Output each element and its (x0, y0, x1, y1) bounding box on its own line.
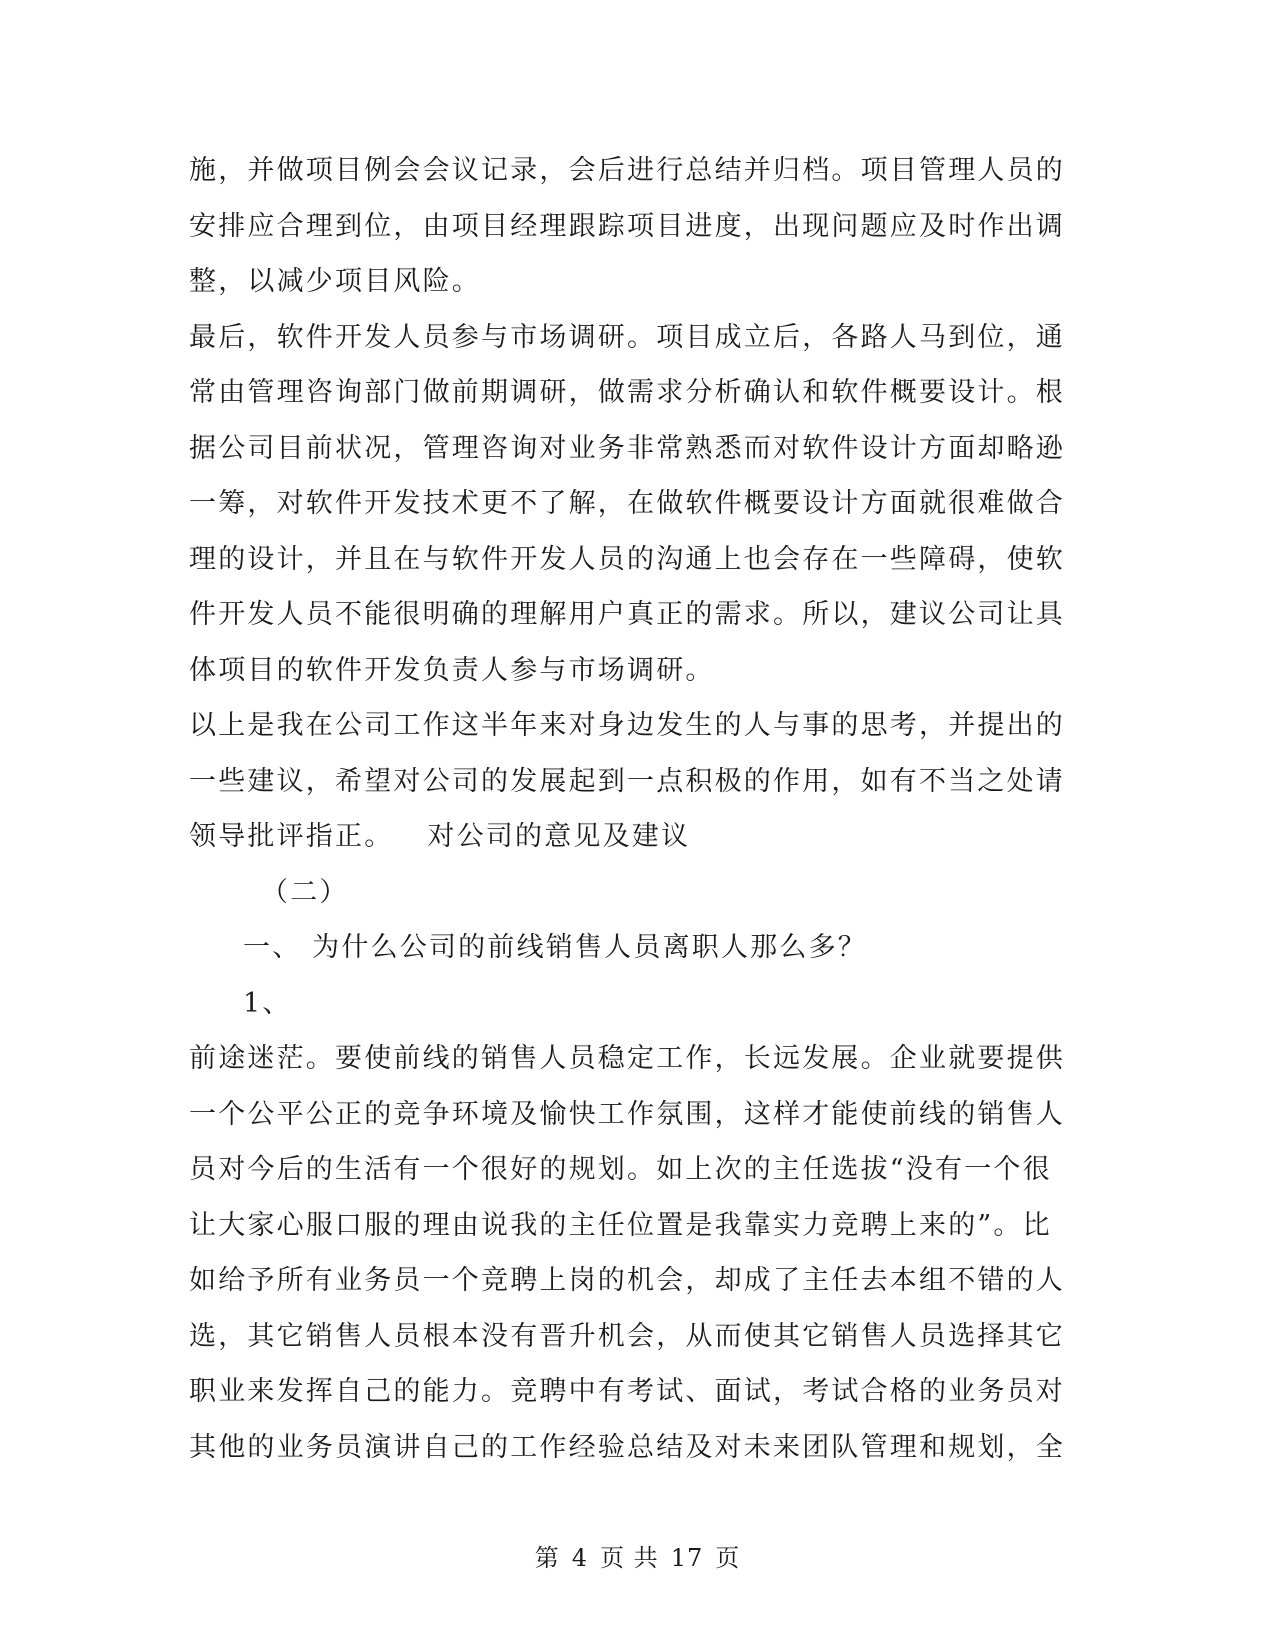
paragraph-line: 一筹，对软件开发技术更不了解，在做软件概要设计方面就很难做合 (189, 488, 1065, 519)
part-label: （二） (261, 876, 349, 908)
paragraph-line: 如给予所有业务员一个竞聘上岗的机会，却成了主任去本组不错的人 (189, 1265, 1065, 1296)
page-label-suffix: 页 (715, 1544, 741, 1572)
paragraph-line: 其他的业务员演讲自己的工作经验总结及对未来团队管理和规划，全 (189, 1431, 1065, 1463)
paragraph-line: 员对今后的生活有一个很好的规划。如上次的主任选拔“没有一个很 (189, 1154, 1052, 1185)
section-heading: 一、 为什么公司的前线销售人员离职人那么多？ (243, 932, 867, 963)
paragraph-line: 最后，软件开发人员参与市场调研。项目成立后，各路人马到位，通 (189, 321, 1065, 353)
paragraph-line: 整，以减少项目风险。 (189, 266, 481, 297)
total-pages-number: 17 (670, 1544, 704, 1572)
page-label-mid: 页 共 (600, 1544, 659, 1572)
paragraph-line: 一些建议，希望对公司的发展起到一点积极的作用，如有不当之处请 (189, 765, 1065, 797)
paragraph-line: 理的设计，并且在与软件开发人员的沟通上也会存在一些障碍，使软 (189, 543, 1065, 575)
paragraph-line: 施，并做项目例会会议记录，会后进行总结并归档。项目管理人员的 (189, 155, 1065, 186)
closing-text: 领导批评指正。 (189, 821, 394, 852)
item-number: 1、 (243, 987, 292, 1019)
paragraph-line: 件开发人员不能很明确的理解用户真正的需求。所以，建议公司让具 (189, 599, 1065, 630)
page-label-prefix: 第 (534, 1544, 560, 1572)
paragraph-line: 前途迷茫。要使前线的销售人员稳定工作，长远发展。企业就要提供 (189, 1043, 1065, 1074)
paragraph-line: 体项目的软件开发负责人参与市场调研。 (189, 654, 715, 686)
paragraph-line: 选，其它销售人员根本没有晋升机会，从而使其它销售人员选择其它 (189, 1320, 1065, 1352)
paragraph-line: 职业来发挥自己的能力。竞聘中有考试、面试，考试合格的业务员对 (189, 1376, 1065, 1407)
paragraph-line: 让大家心服口服的理由说我的主任位置是我靠实力竞聘上来的”。比 (189, 1209, 1052, 1241)
current-page-number: 4 (571, 1544, 589, 1572)
document-body (189, 143, 1065, 1475)
page-footer (0, 1538, 1275, 1573)
document-title: 对公司的意见及建议 (427, 821, 691, 852)
paragraph-line: 以上是我在公司工作这半年来对身边发生的人与事的思考，并提出的 (189, 710, 1065, 741)
paragraph-line: 据公司目前状况，管理咨询对业务非常熟悉而对软件设计方面却略逊 (189, 432, 1065, 464)
paragraph-line: 常由管理咨询部门做前期调研，做需求分析确认和软件概要设计。根 (189, 377, 1065, 408)
paragraph-line: 一个公平公正的竞争环境及愉快工作氛围，这样才能使前线的销售人 (189, 1098, 1065, 1130)
closing-line (189, 809, 1059, 865)
paragraph-line: 安排应合理到位，由项目经理跟踪项目进度，出现问题应及时作出调 (189, 210, 1065, 242)
